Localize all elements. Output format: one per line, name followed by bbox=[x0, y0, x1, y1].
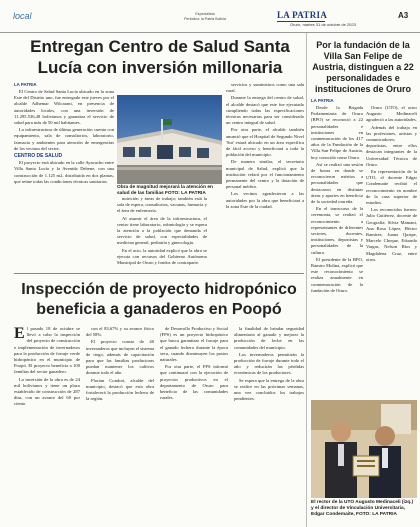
masthead-note bbox=[160, 12, 250, 22]
article3-column-1 bbox=[14, 326, 80, 524]
article3-column-4 bbox=[234, 326, 304, 524]
paragraph: Florian Condori, alcalde del municipio, destacó que esta obra fortalecerá la producción lechera de la región. bbox=[86, 377, 154, 402]
paragraph: servicios y suministros como una sala rural. bbox=[226, 82, 304, 94]
article1-byline: LA PATRIA bbox=[14, 82, 37, 87]
paragraph: El presidente de la BPO, Ramiro Molina, explicó que este reconocimiento se realiza anualmente en conmemoración de la fundación de Oruro. bbox=[311, 256, 363, 293]
article1-photo-caption: Obra de magnitud mejorará la atención en salud de las familias FOTO: LA PATRIA bbox=[117, 185, 213, 196]
paragraph: Al asumir el área de la infraestructura, el centro tiene laboratorio, odontología y se espera la atención a la población que demanda el servicio de salud, con especialidades de medicina general, pediatría y ginecología. bbox=[117, 215, 207, 246]
masthead-line-2: Periódico: la Patria Bolivia bbox=[184, 17, 226, 21]
article2-column-1 bbox=[311, 105, 363, 397]
article2-photo-caption: El rector de la UTO Augusto Medinaceli (izq.) y el director de Vinculación Universitaria, Edgar Condemaite, FOTO: LA PATRIA bbox=[311, 500, 414, 517]
article1-subhead: CENTRO DE SALUD bbox=[14, 153, 63, 160]
paragraph: de Desarrollo Productivo y Social (FPS) es un proyecto hidropónico que busca garantizar el forraje para el ganado lechero durante la época seca, cuando disminuyen los pastos naturales. bbox=[160, 326, 228, 363]
article2-byline: LA PATRIA bbox=[311, 98, 334, 103]
article1-column-3 bbox=[226, 82, 304, 271]
page-number: A3 bbox=[398, 11, 409, 20]
paragraph: En el transcurso de la ceremonia, se realizó el reconocimiento a representantes de diferentes sectores, docentes, instituciones, deportistas y personalidades de la cultura. bbox=[311, 206, 363, 255]
paragraph: Los reconocidos fueron: Julio Gutiérrez, docente de Geografía; Silvia Mamani, Ana Rosa López, Héctor Ramírez, Juana Quispe, Marcelo Choque, Eduardo Vargas, Nelson Ríos y Magdalena Cruz, entre otros. bbox=[366, 207, 417, 262]
paragraph: Por otra parte, el FPS informó que continuará con la ejecución de proyectos productivos en el departamento de Oruro para beneficio de las comunidades rurales. bbox=[160, 364, 228, 401]
article3-column-3 bbox=[160, 326, 228, 524]
paragraph: Durante la entrega del centro de salud, el alcalde destacó que este fue ejecutado cumpliendo todas las especificaciones técnicas necesarias para ser considerado un centro integral de salud. bbox=[226, 95, 304, 126]
paragraph: La inversión de la obra es de 24 mil bolivianos y tiene un plazo establecido de construcción de 287 días, con un avance del 60 por ciento. bbox=[14, 376, 80, 407]
paragraph: La infraestructura de última generación cuenta con equipamiento, sala de consultorios, laboratorio, farmacia y ambientes para atención de emergencias de los vecinos del sector. bbox=[14, 127, 114, 151]
paragraph: l pasado 18 de octubre se llevó a cabo la inspección del proyecto de construcción e implementación de invernaderos para la producción de forraje verde hidropónico en el municipio de Poopó. El proyecto beneficia a 100 familias del sector ganadero. bbox=[14, 326, 80, 375]
section-label: local bbox=[13, 11, 32, 21]
paragraph: Oruro (UTO), el actor Augusto Medinaceli agradeció a las autoridades. bbox=[366, 105, 417, 123]
article1-column-2 bbox=[117, 196, 207, 271]
award-ceremony-image bbox=[311, 400, 417, 498]
paragraph: El Centro de Salud Santa Lucía ubicado en la zona Este del Distrito uno, fue entregado este jueves por el alcalde Adhemar Wilcarani, en presencia de autoridades locales, con una inversión de 11.295.536,48 bolivianos y garantiza el servicio de salud para más de 50 mil habitantes. bbox=[14, 89, 114, 126]
newspaper-logo: LA PATRIA bbox=[277, 10, 328, 20]
paragraph: El proyecto está ubicado en la calle Ayacucho entre Villa Santa Lucía y la Avenida Dehene, con una construcción de 1.125 m2, distribuida en dos plantas, que reúne todas las condiciones técnicas sanitarias. bbox=[14, 160, 114, 184]
drop-cap: E bbox=[14, 326, 25, 342]
paragraph: Los invernaderos permitirán la producción de forraje durante todo el año y reducirán las pérdidas económicas de los productores. bbox=[234, 351, 304, 376]
paragraph: Desde la Brigada Parlamentaria de Oruro (BPO) se reconoció a 22 personalidades e instituciones en conmemoración de los 417 años de la Fundación de la Villa San Felipe de Austria, hoy conocida como Oruro. bbox=[311, 105, 363, 160]
paragraph: Así se realizó una sesión de honra en donde se reconocieron méritos a personalidades que destacaron en distintas áreas y aportes en beneficio de la sociedad orureña. bbox=[311, 161, 363, 205]
article2-headline: Por la fundación de la Villa San Felipe de Austria, distinguen a 22 personalidades e instituciones de Oruro bbox=[312, 40, 414, 94]
paragraph: Se espera que la entrega de la obra se realice en las próximas semanas, una vez concluidos los trabajos pendientes. bbox=[234, 377, 304, 402]
paragraph: De manera similar, el secretario municipal de Salud, explicó que la institución velará por el funcionamiento permanente del centro y la dotación de personal médico. bbox=[226, 159, 304, 190]
section-divider bbox=[14, 273, 304, 274]
masthead-line-1: Especialista bbox=[195, 12, 215, 16]
article3-column-2 bbox=[86, 326, 154, 524]
article2-column-2 bbox=[366, 105, 417, 397]
article1-headline: Entregan Centro de Salud Santa Lucía con inversión millonaria bbox=[30, 37, 290, 77]
article1-photo bbox=[117, 95, 222, 184]
paragraph: Por otra parte, el alcalde también anunció que el Hospital de Segundo Nivel 'Sur' estará ubicado en un área específica de fácil acceso y beneficiará a toda la población del municipio. bbox=[226, 127, 304, 158]
paragraph: Los vecinos agradecieron a las autoridades por la obra que beneficiará a la zona Este de la ciudad. bbox=[226, 191, 304, 209]
paragraph: con el 83,67% y su avance físico del 58%. bbox=[86, 326, 154, 338]
page-header bbox=[0, 0, 420, 33]
paragraph: la finalidad de brindar seguridad alimentaria al ganado y mejorar la producción de leche en las comunidades del municipio. bbox=[234, 326, 304, 350]
paragraph: Además del trabajo en las profesiones, artistas y comunicadores; deportistas, entre ellos destacan integrantes de la Universidad Técnica de Oruro. bbox=[366, 124, 417, 167]
health-center-building-image bbox=[117, 95, 222, 184]
paragraph: En el acto, la autoridad explicó que la obra se ejecuta con recursos del Gobierno Autónomo Municipal de Oruro y fondos de contraparte. bbox=[117, 247, 207, 266]
article3-headline: Inspección de proyecto hidropónico beneficia a ganaderos en Poopó bbox=[21, 281, 297, 318]
paragraph: El proyecto consta de 40 invernaderos que incluyen el sistema de riego, además de capacitación para que las familias productoras puedan mantener los cultivos durante todo el año. bbox=[86, 339, 154, 376]
paragraph: nutrición y áreas de trabajo; también está la sala de espera, consultorios, vacunas, farmacia y el área de enfermería. bbox=[117, 196, 207, 214]
paragraph: En representación de la UTO, el docente Edgar Condemaite recibió el reconocimiento en nombre de la casa superior de estudios. bbox=[366, 169, 417, 206]
article2-photo bbox=[311, 400, 417, 498]
issue-date: Oruro, martes 31 de octubre de 2023 bbox=[290, 22, 356, 27]
article1-column-1 bbox=[14, 89, 114, 271]
